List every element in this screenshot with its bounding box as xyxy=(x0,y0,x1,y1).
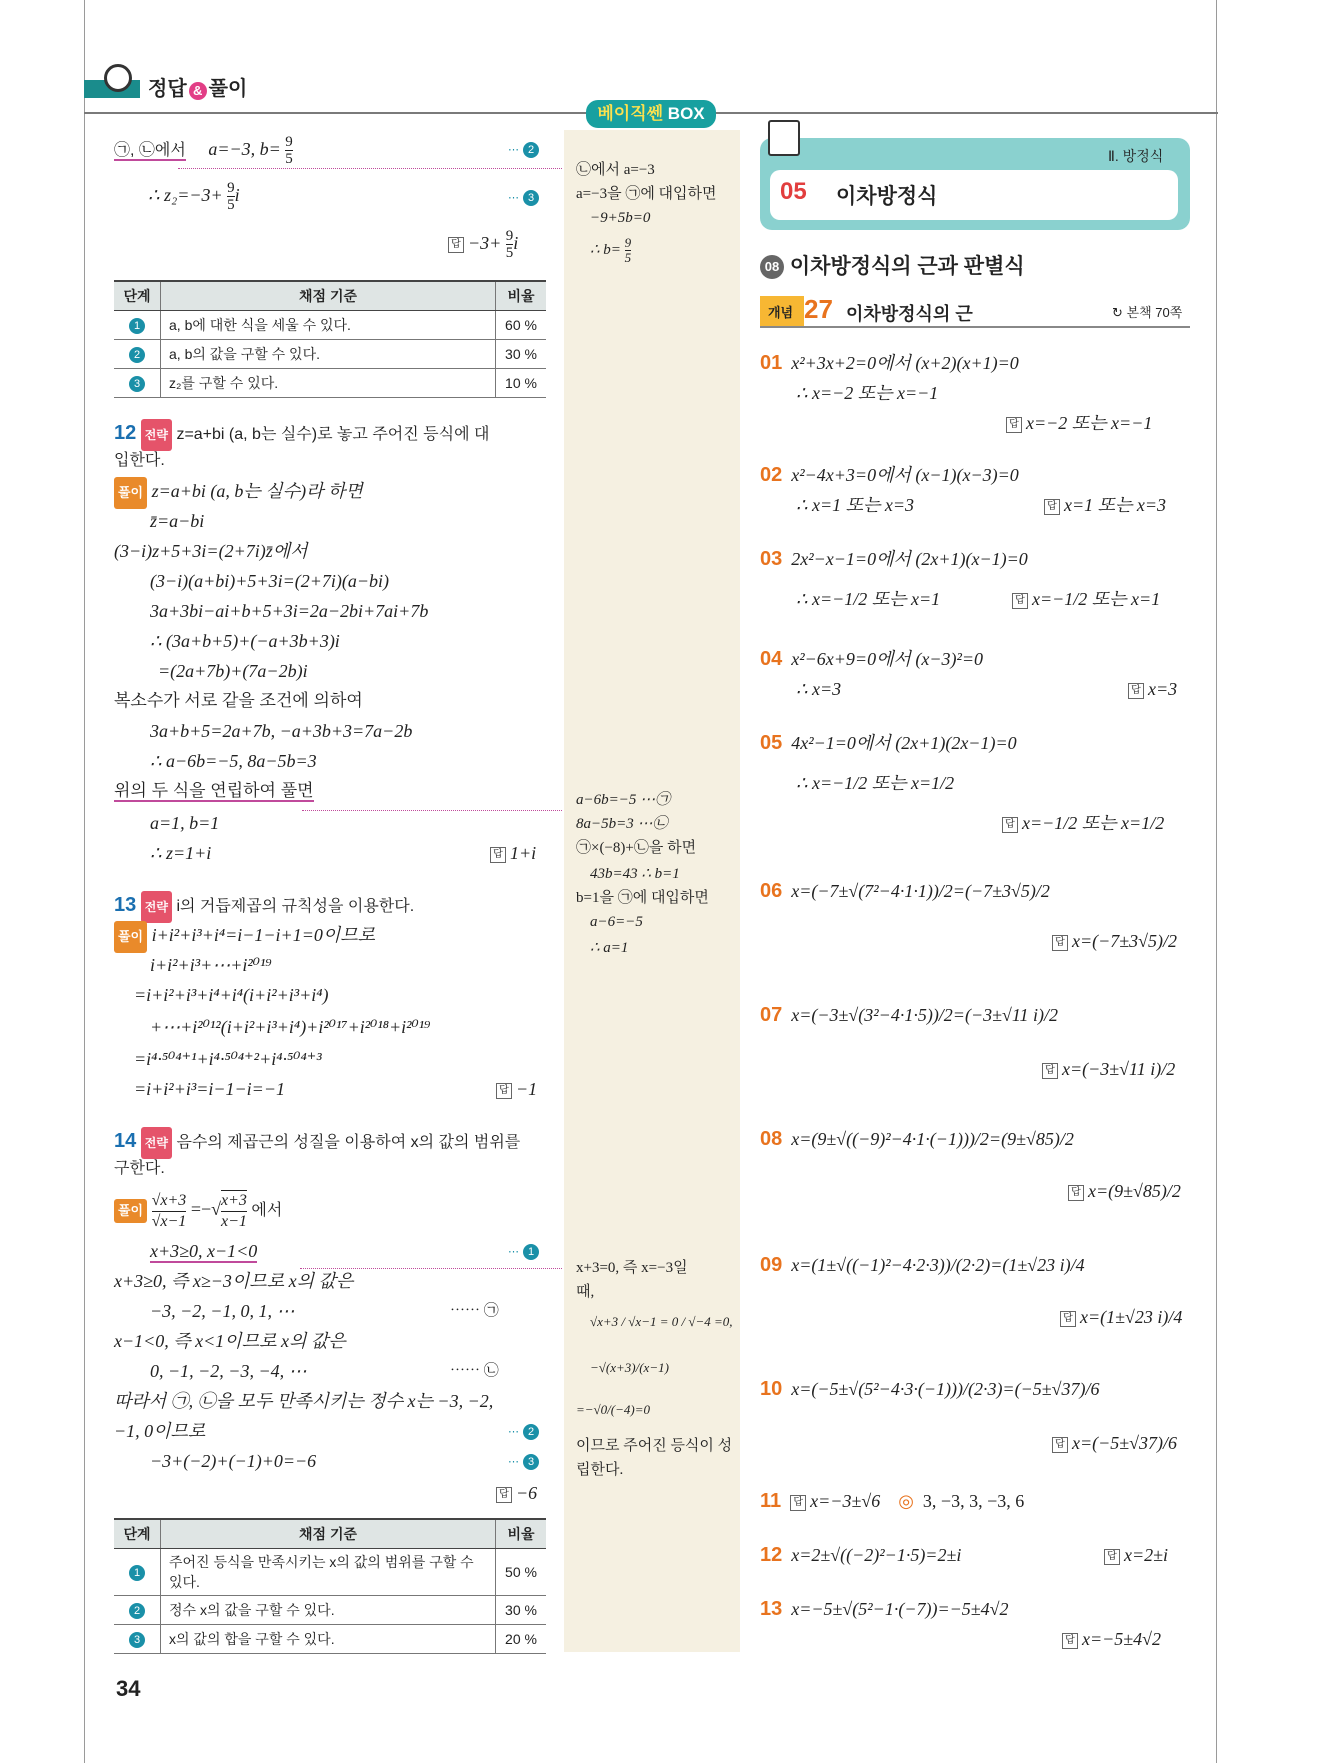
problem-12-line: =(2a+7b)+(7a−2b)i xyxy=(158,661,308,681)
answer-final: 답 x=(−7±3√5)/2 xyxy=(1052,926,1177,956)
header-title: 정답 & 풀이 xyxy=(148,78,248,100)
side-note: =−√0/(−4)=0 xyxy=(576,1402,650,1417)
table-row: 2 정수 x의 값을 구할 수 있다. 30 % xyxy=(114,1596,546,1625)
problem-13-answer: 답 −1 xyxy=(496,1074,537,1104)
score-table-1: 단계 채점 기준 비율 1 a, b에 대한 식을 세울 수 있다. 60 % 2 a, b의 값을 구할 수 있다. 30 % 3 z₂를 구할 수 있다. 10 % xyxy=(114,280,546,398)
chapter-number: 05 xyxy=(780,178,807,205)
answer-item: 02 x²−4x+3=0에서 (x−1)(x−3)=0 xyxy=(760,464,1019,486)
side-note: −9+5b=0 xyxy=(590,210,651,226)
side-note: ∴ a=1 xyxy=(590,940,629,956)
problem-13-line: i+i²+i³+⋯+i²⁰¹⁹ xyxy=(150,955,272,975)
marker-b: ⋯⋯ ㉡ xyxy=(450,1363,499,1379)
top-line-1: ㉠, ㉡에서 a=−3, b= $\frac{9}{5}$ xyxy=(114,134,293,168)
concept-number: 27 xyxy=(804,294,833,324)
answer-final: 답 x=3 xyxy=(1128,674,1177,704)
answer-item: 13 x=−5±√(5²−1·(−7))=−5±4√2 xyxy=(760,1598,1009,1620)
answer-line: ∴ x=−1/2 또는 x=1 xyxy=(796,589,941,609)
leader-line xyxy=(178,168,562,169)
problem-14-line: −1, 0이므로 xyxy=(114,1421,206,1441)
problem-14-line: −3+(−2)+(−1)+0=−6 xyxy=(150,1451,317,1471)
answer-item: 03 2x²−x−1=0에서 (2x+1)(x−1)=0 xyxy=(760,548,1028,570)
answer-line: ∴ x=3 xyxy=(796,679,842,699)
answer-final: 답 x=2±i xyxy=(1104,1540,1168,1570)
table-row: 3 x의 값의 합을 구할 수 있다. 20 % xyxy=(114,1625,546,1654)
problem-13-line: =i+i²+i³=i−1−i=−1 xyxy=(134,1079,285,1099)
answer-item: 10 x=(−5±√(5²−4·3·(−1)))/(2·3)=(−5±√37)/6 xyxy=(760,1378,1100,1400)
answer-item: 11 답 x=−3±√6 ◎ 3, −3, 3, −3, 6 xyxy=(760,1490,1025,1512)
answer-final: 답 x=−2 또는 x=−1 xyxy=(1006,408,1152,438)
side-note: 립한다. xyxy=(576,1462,624,1478)
top-line-2: ∴ z₂=−3+ $\frac{9}{5}$ i xyxy=(148,180,240,214)
problem-12-answer: 답 1+i xyxy=(490,838,536,868)
side-note: 8a−5b=3 ⋯㉡ xyxy=(576,816,668,832)
problem-12-line: (3−i)z+5+3i=(2+7i)z̄에서 xyxy=(114,541,308,561)
concept-title: 이차방정식의 근 xyxy=(846,304,973,324)
answer-final: 답 x=−1/2 또는 x=1/2 xyxy=(1002,808,1164,838)
side-note: ㉡에서 a=−3 xyxy=(576,162,655,178)
side-note: ∴ b= $\frac{9}{5}$ xyxy=(590,235,632,265)
problem-14-line: x−1<0, 즉 x<1이므로 x의 값은 xyxy=(114,1331,346,1351)
problem-12-line: 복소수가 서로 같을 조건에 의하여 xyxy=(114,691,363,710)
answer-final: 답 x=1 또는 x=3 xyxy=(1044,490,1166,520)
side-note: b=1을 ㉠에 대입하면 xyxy=(576,890,709,906)
mark-3: ⋯ 3 xyxy=(508,188,539,206)
side-note: a−6b=−5 ⋯㉠ xyxy=(576,792,671,808)
clock-icon xyxy=(104,64,132,92)
table-row: 1 주어진 등식을 만족시키는 x의 값의 범위를 구할 수 있다. 50 % xyxy=(114,1549,546,1596)
page-border-right xyxy=(1216,0,1217,1763)
problem-12-line: (3−i)(a+bi)+5+3i=(2+7i)(a−bi) xyxy=(150,571,389,591)
table-row: 1 a, b에 대한 식을 세울 수 있다. 60 % xyxy=(114,311,546,340)
side-note: √x+3 / √x−1 = 0 / √−4 =0, xyxy=(590,1314,733,1329)
side-note: −√(x+3)/(x−1) xyxy=(590,1360,669,1375)
problem-14-line: x+3≥0, x−1<0 xyxy=(150,1241,258,1261)
problem-13-line: 풀이 i+i²+i³+i⁴=i−1−i+1=0이므로 xyxy=(114,920,375,953)
leader-line xyxy=(302,810,562,811)
problem-14-strategy-2: 구한다. xyxy=(114,1160,165,1177)
mark-3: ⋯ 3 xyxy=(508,1452,539,1470)
mark-2: ⋯ 2 xyxy=(508,140,539,158)
document-icon xyxy=(768,120,800,156)
problem-12-line: 풀이 z=a+bi (a, b는 실수)라 하면 xyxy=(114,476,363,509)
concept-tag: 개념 xyxy=(768,305,794,320)
problem-13-line: =i⁴·⁵⁰⁴⁺¹+i⁴·⁵⁰⁴⁺²+i⁴·⁵⁰⁴⁺³ xyxy=(134,1049,322,1069)
answer-item: 09 x=(1±√((−1)²−4·2·3))/(2·2)=(1±√23 i)/4 xyxy=(760,1254,1085,1276)
problem-14-line: 0, −1, −2, −3, −4, ⋯ xyxy=(150,1361,307,1381)
chapter-title: 이차방정식 xyxy=(836,185,938,208)
problem-12-line: a=1, b=1 xyxy=(150,813,220,833)
answer-line: ∴ x=1 또는 x=3 xyxy=(796,495,914,515)
section-title: 08 이차방정식의 근과 판별식 xyxy=(760,250,1025,280)
chapter-unit: Ⅱ. 방정식 xyxy=(1108,148,1164,164)
marker-a: ⋯⋯ ㉠ xyxy=(450,1303,499,1319)
table-row: 2 a, b의 값을 구할 수 있다. 30 % xyxy=(114,340,546,369)
answer-item: 01 x²+3x+2=0에서 (x+2)(x+1)=0 xyxy=(760,352,1019,374)
refresh-icon: ↻ xyxy=(1112,305,1123,320)
score-table-2: 단계 채점 기준 비율 1 주어진 등식을 만족시키는 x의 값의 범위를 구할 수 있다. 50 % 2 정수 x의 값을 구할 수 있다. 30 % 3 x의 값의 합을 구할 수 있다. 20 % xyxy=(114,1518,546,1654)
problem-12-line: 위의 두 식을 연립하여 풀면 xyxy=(114,781,314,800)
problem-14-equation: 풀이 $\frac{√x+3}{√x-1}$ =−√ $\frac{x+3}{x-1}$ 에서 xyxy=(114,1190,282,1232)
answer-item: 06 x=(−7±√(7²−4·1·1))/2=(−7±3√5)/2 xyxy=(760,880,1050,902)
table-row: 3 z₂를 구할 수 있다. 10 % xyxy=(114,369,546,398)
answer-final: 답 x=−5±4√2 xyxy=(1062,1624,1161,1654)
chapter-inner xyxy=(770,170,1178,220)
problem-12-line: 3a+3bi−ai+b+5+3i=2a−2bi+7ai+7b xyxy=(150,601,429,621)
page-border-left xyxy=(84,0,85,1763)
concept-reference: ↻ 본책 70쪽 xyxy=(1112,305,1183,320)
problem-14-line: −3, −2, −1, 0, 1, ⋯ xyxy=(150,1301,295,1321)
side-note: x+3=0, 즉 x=−3일 xyxy=(576,1260,688,1276)
problem-14-header: 14 전략 음수의 제곱근의 성질을 이용하여 x의 값의 범위를 xyxy=(114,1126,520,1159)
side-note: 43b=43 ∴ b=1 xyxy=(590,866,680,882)
page-number: 34 xyxy=(116,1676,141,1701)
side-note: ㉠×(−8)+㉡을 하면 xyxy=(576,840,697,856)
side-note: 이므로 주어진 등식이 성 xyxy=(576,1438,733,1454)
answer-final: 답 x=(−5±√37)/6 xyxy=(1052,1428,1177,1458)
problem-13-line: +⋯+i²⁰¹²(i+i²+i³+i⁴)+i²⁰¹⁷+i²⁰¹⁸+i²⁰¹⁹ xyxy=(150,1017,431,1037)
mark-1: ⋯ 1 xyxy=(508,1242,539,1260)
answer-item: 05 4x²−1=0에서 (2x+1)(2x−1)=0 xyxy=(760,732,1017,754)
answer-final: 답 x=−1/2 또는 x=1 xyxy=(1012,584,1160,614)
answer-final: 답 x=(9±√85)/2 xyxy=(1068,1176,1181,1206)
problem-12-line: ∴ a−6b=−5, 8a−5b=3 xyxy=(150,751,317,771)
mark-2: ⋯ 2 xyxy=(508,1422,539,1440)
problem-14-answer: 답 −6 xyxy=(496,1478,537,1508)
answer-item: 04 x²−6x+9=0에서 (x−3)²=0 xyxy=(760,648,984,670)
target-icon: ◎ xyxy=(898,1491,914,1511)
problem-12-line: ∴ z=1+i xyxy=(150,843,212,863)
problem-13-header: 13 전략 i의 거듭제곱의 규칙성을 이용한다. xyxy=(114,890,414,923)
basic-box-label: 베이직쎈 BOX xyxy=(586,100,716,128)
answer-line: ∴ x=−2 또는 x=−1 xyxy=(796,383,939,403)
problem-14-line: 따라서 ㉠, ㉡을 모두 만족시키는 정수 x는 −3, −2, xyxy=(114,1391,494,1411)
answer-item: 08 x=(9±√((−9)²−4·1·(−1)))/2=(9±√85)/2 xyxy=(760,1128,1074,1150)
problem-12-line: 3a+b+5=2a+7b, −a+3b+3=7a−2b xyxy=(150,721,413,741)
problem-12-line: ∴ (3a+b+5)+(−a+3b+3)i xyxy=(150,631,340,651)
answer-item: 12 x=2±√((−2)²−1·5)=2±i xyxy=(760,1544,962,1566)
side-note: a=−3을 ㉠에 대입하면 xyxy=(576,186,717,202)
answer-final: 답 x=(−3±√11 i)/2 xyxy=(1042,1054,1175,1084)
problem-14-line: x+3≥0, 즉 x≥−3이므로 x의 값은 xyxy=(114,1271,354,1291)
answer-item: 07 x=(−3±√(3²−4·1·5))/2=(−3±√11 i)/2 xyxy=(760,1004,1059,1026)
side-note: 때, xyxy=(576,1284,595,1300)
side-note: a−6=−5 xyxy=(590,914,643,930)
problem-13-line: =i+i²+i³+i⁴+i⁴(i+i²+i³+i⁴) xyxy=(134,985,329,1005)
problem-12-strategy-2: 입한다. xyxy=(114,452,165,469)
top-answer: 답 −3+ $\frac{9}{5}$ i xyxy=(448,228,518,261)
problem-12-line: z̄=a−bi xyxy=(150,511,205,531)
problem-12-header: 12 전략 z=a+bi (a, b는 실수)로 놓고 주어진 등식에 대 xyxy=(114,418,489,451)
answer-line: ∴ x=−1/2 또는 x=1/2 xyxy=(796,773,955,793)
answer-final: 답 x=(1±√23 i)/4 xyxy=(1060,1302,1182,1332)
